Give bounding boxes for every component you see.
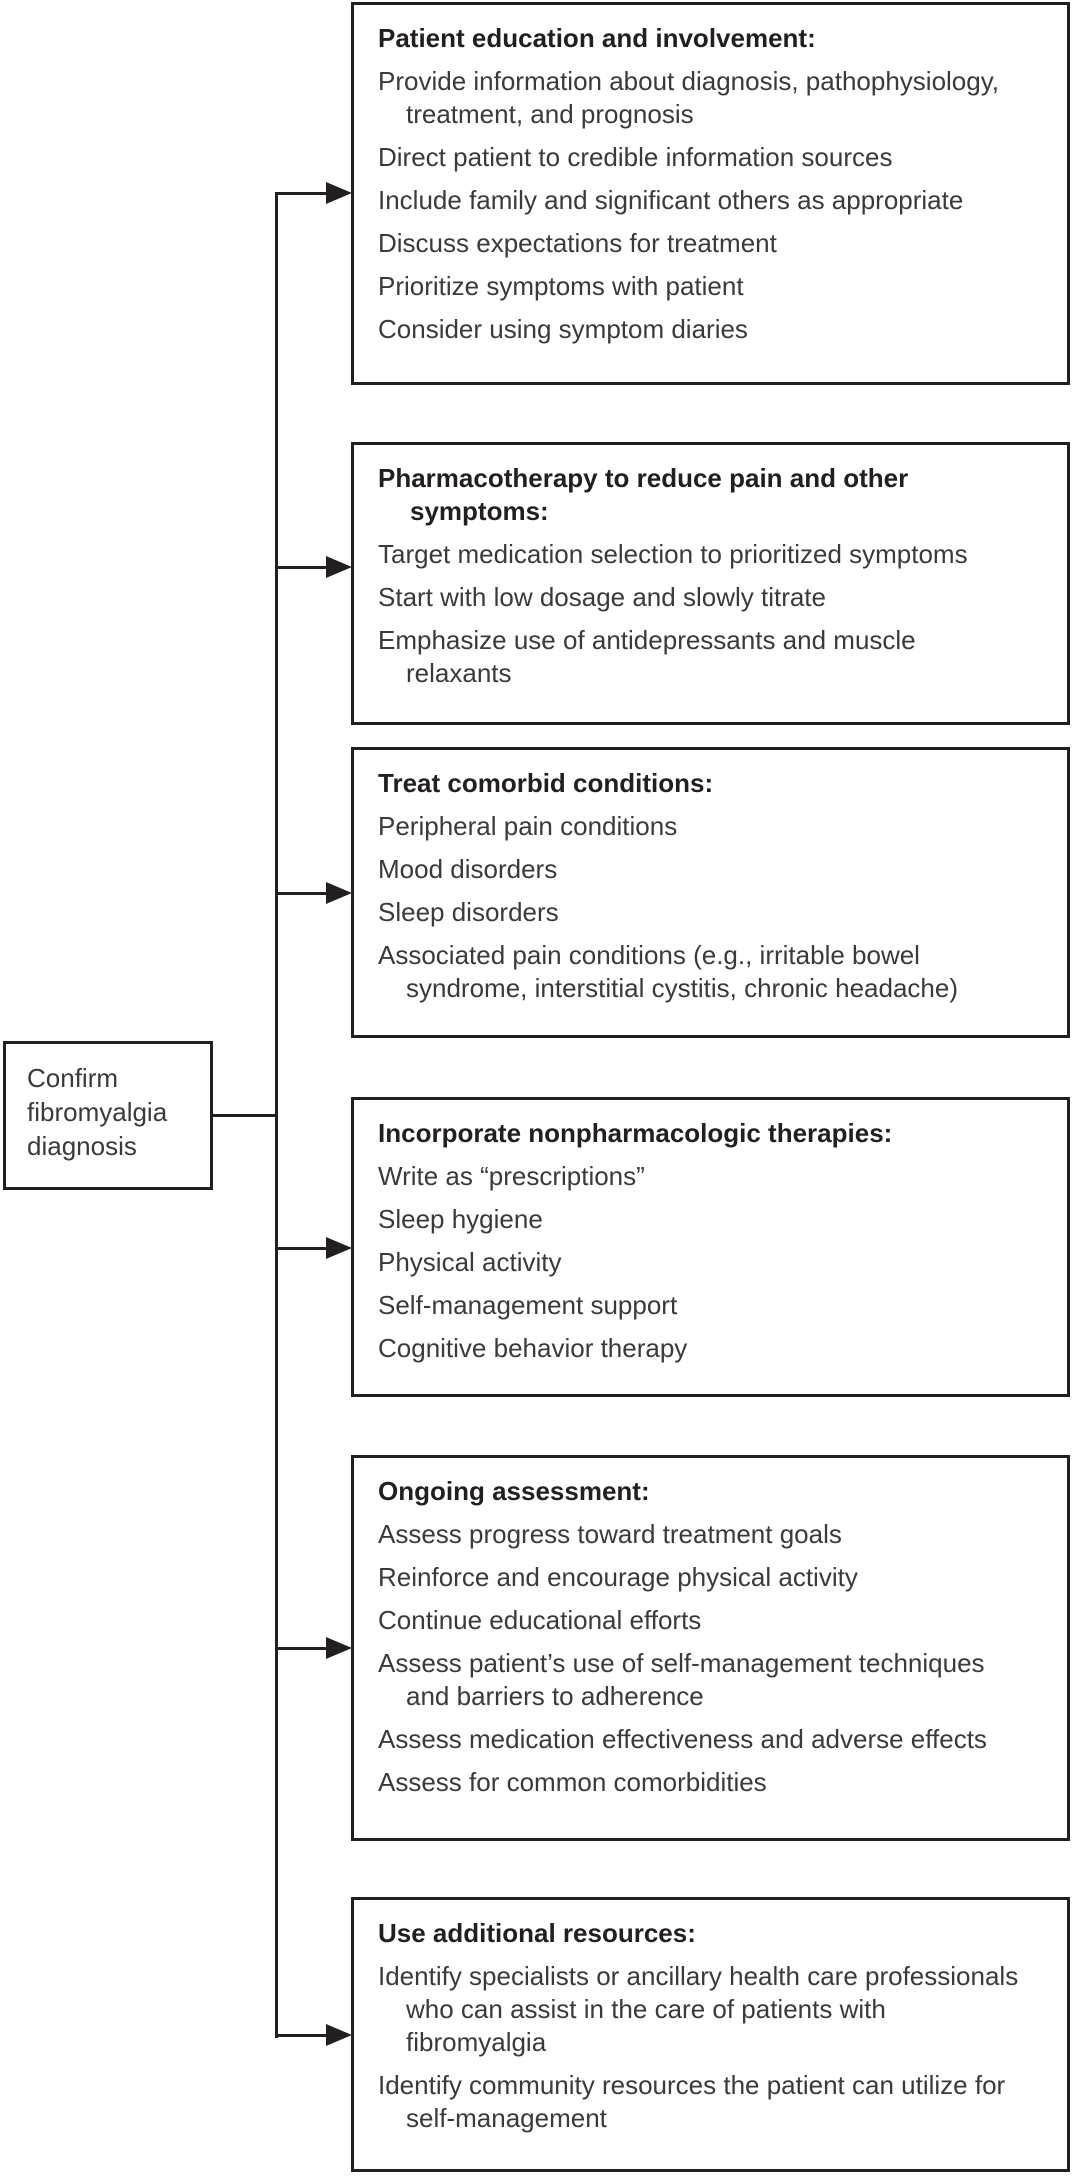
list-item: Discuss expectations for treatment [378, 228, 777, 258]
list-item: Cognitive behavior therapy [378, 1333, 688, 1363]
branch-title: Use additional resources: [378, 1918, 696, 1948]
confirm-diagnosis-label: Confirm fibromyalgia diagnosis [27, 1063, 168, 1161]
arrow-right-icon [326, 882, 352, 904]
list-item: Direct patient to credible information sources [378, 142, 893, 172]
branch-box-nonpharmacologic-therapies [351, 1097, 1070, 1397]
list-item: Self-management support [378, 1290, 678, 1320]
arrow-line [276, 2034, 330, 2037]
arrow-right-icon [326, 2024, 352, 2046]
branch-title: Pharmacotherapy to reduce pain and other symptoms: [378, 463, 909, 526]
branch-box-pharmacotherapy [351, 442, 1070, 725]
list-item: Include family and significant others as appropriate [378, 185, 964, 215]
branch-box-additional-resources [351, 1897, 1070, 2172]
branch-title: Treat comorbid conditions: [378, 768, 714, 798]
arrow-right-icon [326, 556, 352, 578]
list-item: Provide information about diagnosis, pathophysiology, treatment, and prognosis [378, 66, 1000, 129]
list-item: Sleep disorders [378, 897, 559, 927]
list-item: Write as “prescriptions” [378, 1161, 645, 1191]
list-item: Consider using symptom diaries [378, 314, 748, 344]
arrow-line [276, 1247, 330, 1250]
arrow-line [276, 892, 330, 895]
list-item: Assess patient’s use of self-management techniques and barriers to adherence [378, 1648, 985, 1711]
branch-box-patient-education [351, 2, 1070, 385]
arrow-line [276, 1647, 330, 1650]
list-item: Physical activity [378, 1247, 562, 1277]
list-item: Peripheral pain conditions [378, 811, 678, 841]
arrow-right-icon [326, 1637, 352, 1659]
list-item: Assess medication effectiveness and adverse effects [378, 1724, 987, 1754]
branch-title: Incorporate nonpharmacologic therapies: [378, 1118, 893, 1148]
list-item: Emphasize use of antidepressants and muscle relaxants [378, 625, 916, 688]
list-item: Identify specialists or ancillary health care professionals who can assist in the care of patients with fibromyalgia [378, 1961, 1019, 2057]
branch-title: Patient education and involvement: [378, 23, 816, 53]
list-item: Target medication selection to prioritized symptoms [378, 539, 968, 569]
confirm-diagnosis-box [3, 1041, 213, 1190]
arrow-line [276, 192, 330, 195]
list-item: Reinforce and encourage physical activity [378, 1562, 858, 1592]
branch-box-comorbid-conditions [351, 747, 1070, 1038]
arrow-line [276, 566, 330, 569]
root-connector-line [213, 1114, 277, 1117]
arrow-right-icon [326, 1237, 352, 1259]
list-item: Continue educational efforts [378, 1605, 702, 1635]
branch-title: Ongoing assessment: [378, 1476, 650, 1506]
list-item: Associated pain conditions (e.g., irritable bowel syndrome, interstitial cystitis, chronic headache) [378, 940, 959, 1003]
arrow-right-icon [326, 182, 352, 204]
branch-box-ongoing-assessment [351, 1455, 1070, 1841]
list-item: Assess for common comorbidities [378, 1767, 767, 1797]
list-item: Prioritize symptoms with patient [378, 271, 744, 301]
list-item: Mood disorders [378, 854, 558, 884]
list-item: Assess progress toward treatment goals [378, 1519, 842, 1549]
list-item: Sleep hygiene [378, 1204, 543, 1234]
flow-trunk-line [275, 192, 278, 2038]
list-item: Identify community resources the patient can utilize for self-management [378, 2070, 1006, 2133]
list-item: Start with low dosage and slowly titrate [378, 582, 826, 612]
